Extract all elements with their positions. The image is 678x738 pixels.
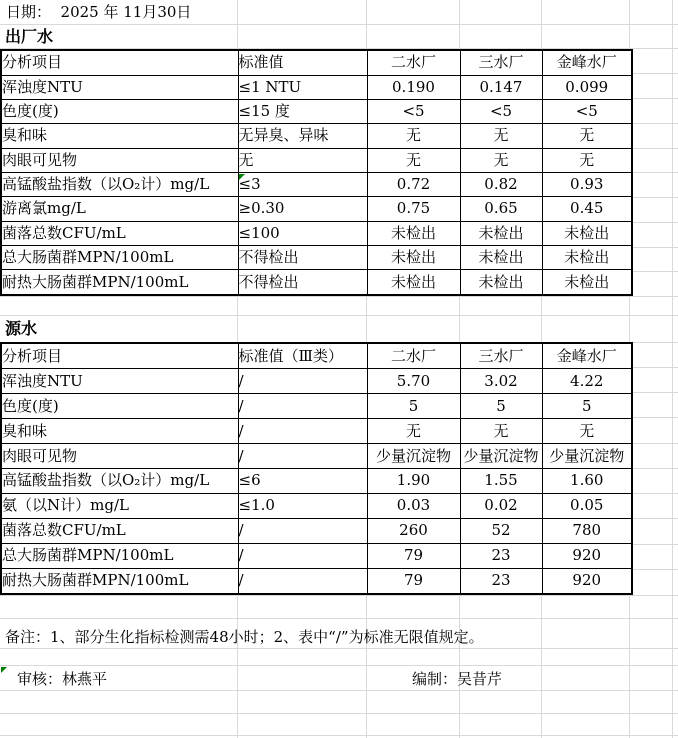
cell-value-jinfeng[interactable]: 4.22 (542, 369, 632, 394)
col-header-standard[interactable]: 标准值（Ⅲ类） (238, 343, 367, 369)
col-header-plant3[interactable]: 三水厂 (460, 50, 542, 75)
col-header-plant2[interactable]: 二水厂 (367, 343, 460, 369)
section-title-finished-water[interactable]: 出厂水 (5, 27, 54, 46)
cell-value-plant2[interactable]: 0.72 (367, 172, 460, 196)
cell-standard[interactable]: / (238, 394, 367, 419)
cell-standard[interactable]: / (238, 543, 367, 568)
cell-value-plant3[interactable]: 0.02 (460, 493, 542, 518)
cell-value-plant2[interactable]: 无 (367, 419, 460, 444)
table-row (1, 444, 632, 469)
cell-item[interactable]: 肉眼可见物 (1, 444, 238, 469)
table-row (1, 270, 632, 295)
error-indicator-icon (239, 174, 245, 180)
col-header-standard[interactable]: 标准值 (238, 50, 367, 75)
cell-value-jinfeng[interactable]: 未检出 (542, 221, 632, 245)
gridline (0, 296, 678, 297)
cell-value-plant3[interactable]: 未检出 (460, 221, 542, 245)
cell-value-plant2[interactable]: 5.70 (367, 369, 460, 394)
gridline (672, 0, 673, 738)
table-row (1, 518, 632, 543)
cell-standard[interactable]: / (238, 518, 367, 543)
gridline (0, 24, 678, 25)
gridline (0, 713, 678, 714)
cell-value-jinfeng[interactable]: 780 (542, 518, 632, 543)
cell-item[interactable]: 总大肠菌群MPN/100mL (1, 543, 238, 568)
cell-item[interactable]: 臭和味 (1, 124, 238, 148)
header-row (1, 50, 632, 75)
table-row (1, 394, 632, 419)
col-header-analysis-item[interactable]: 分析项目 (1, 343, 238, 369)
table-row (1, 221, 632, 245)
cell-value-jinfeng[interactable]: 无 (542, 124, 632, 148)
table-row (1, 468, 632, 493)
cell-value-plant3[interactable]: 23 (460, 568, 542, 594)
col-header-analysis-item[interactable]: 分析项目 (1, 50, 238, 75)
table-row (1, 419, 632, 444)
cell-item[interactable]: 色度(度) (1, 99, 238, 123)
cell-value-plant3[interactable]: 无 (460, 124, 542, 148)
reviewer-label[interactable]: 审核：林燕平 (17, 670, 108, 688)
cell-value-plant2[interactable]: 未检出 (367, 246, 460, 270)
gridline (0, 618, 678, 619)
cell-item[interactable]: 耐热大肠菌群MPN/100mL (1, 270, 238, 295)
col-header-plant3[interactable]: 三水厂 (460, 343, 542, 369)
cell-standard[interactable]: ≤15 度 (238, 99, 367, 123)
preparer-label[interactable]: 编制：吴昔芹 (412, 670, 503, 688)
cell-item[interactable]: 菌落总数CFU/mL (1, 221, 238, 245)
table-row (1, 568, 632, 594)
cell-standard[interactable]: 不得检出 (238, 270, 367, 295)
table-row (1, 148, 632, 172)
cell-value-plant2[interactable]: 0.03 (367, 493, 460, 518)
cell-standard[interactable]: 无异臭、异味 (238, 124, 367, 148)
table-row (1, 493, 632, 518)
cell-standard[interactable]: 无 (238, 148, 367, 172)
cell-value-plant2[interactable]: 79 (367, 568, 460, 594)
cell-value-jinfeng[interactable]: 未检出 (542, 270, 632, 295)
cell-value-jinfeng[interactable]: 920 (542, 568, 632, 594)
col-header-plant2[interactable]: 二水厂 (367, 50, 460, 75)
cell-standard[interactable]: / (238, 419, 367, 444)
cell-standard[interactable]: ≤3 (238, 172, 367, 196)
cell-value-plant2[interactable]: 未检出 (367, 270, 460, 295)
cell-value-plant3[interactable]: 未检出 (460, 270, 542, 295)
cell-value-jinfeng[interactable]: 1.60 (542, 468, 632, 493)
cell-item[interactable]: 色度(度) (1, 394, 238, 419)
cell-item[interactable]: 臭和味 (1, 419, 238, 444)
cell-value-jinfeng[interactable]: 920 (542, 543, 632, 568)
table-row (1, 369, 632, 394)
cell-value-plant3[interactable]: 52 (460, 518, 542, 543)
cell-standard[interactable]: ≤100 (238, 221, 367, 245)
header-row (1, 343, 632, 369)
cell-value-jinfeng[interactable]: 5 (542, 394, 632, 419)
cell-value-jinfeng[interactable]: 少量沉淀物 (542, 444, 632, 469)
cell-value-plant3[interactable]: 23 (460, 543, 542, 568)
cell-standard[interactable]: / (238, 444, 367, 469)
cell-standard[interactable]: / (238, 369, 367, 394)
notes-label[interactable]: 备注：1、部分生化指标检测需48小时；2、表中“/”为标准无限值规定。 (5, 628, 484, 646)
gridline (0, 690, 678, 691)
table-row (1, 99, 632, 123)
cell-item[interactable]: 高锰酸盐指数（以O₂计）mg/L (1, 468, 238, 493)
cell-item[interactable]: 肉眼可见物 (1, 148, 238, 172)
cell-value-plant3[interactable]: <5 (460, 99, 542, 123)
cell-item[interactable]: 浑浊度NTU (1, 369, 238, 394)
cell-standard[interactable]: ≥0.30 (238, 197, 367, 221)
cell-value-plant3[interactable]: 未检出 (460, 246, 542, 270)
gridline (0, 315, 678, 316)
cell-standard[interactable]: ≤1 NTU (238, 75, 367, 99)
table-row (1, 246, 632, 270)
cell-item[interactable]: 耐热大肠菌群MPN/100mL (1, 568, 238, 594)
cell-value-plant2[interactable]: 79 (367, 543, 460, 568)
gridline (0, 665, 678, 666)
cell-value-jinfeng[interactable]: 无 (542, 148, 632, 172)
finished-water-table (0, 49, 633, 296)
cell-item[interactable]: 总大肠菌群MPN/100mL (1, 246, 238, 270)
cell-value-jinfeng[interactable]: 未检出 (542, 246, 632, 270)
cell-value-jinfeng[interactable]: 0.099 (542, 75, 632, 99)
cell-value-jinfeng[interactable]: 0.93 (542, 172, 632, 196)
cell-value-plant2[interactable]: 少量沉淀物 (367, 444, 460, 469)
gridline (0, 735, 678, 736)
col-header-jinfeng[interactable]: 金峰水厂 (542, 50, 632, 75)
cell-standard[interactable]: / (238, 568, 367, 594)
cell-value-plant2[interactable]: 未检出 (367, 221, 460, 245)
cell-value-jinfeng[interactable]: 0.45 (542, 197, 632, 221)
cell-value-plant3[interactable]: 无 (460, 148, 542, 172)
cell-value-plant2[interactable]: <5 (367, 99, 460, 123)
cell-value-plant3[interactable]: 0.65 (460, 197, 542, 221)
cell-value-jinfeng[interactable]: <5 (542, 99, 632, 123)
cell-value-plant2[interactable]: 1.90 (367, 468, 460, 493)
cell-value-jinfeng[interactable]: 0.05 (542, 493, 632, 518)
cell-standard[interactable]: ≤6 (238, 468, 367, 493)
cell-value-plant3[interactable]: 0.147 (460, 75, 542, 99)
table-row (1, 543, 632, 568)
cell-standard[interactable]: 不得检出 (238, 246, 367, 270)
cell-value-plant2[interactable]: 0.190 (367, 75, 460, 99)
gridline (0, 648, 678, 649)
section-title-source-water[interactable]: 源水 (5, 319, 38, 338)
cell-item[interactable]: 游离氯mg/L (1, 197, 238, 221)
cell-item[interactable]: 浑浊度NTU (1, 75, 238, 99)
col-header-jinfeng[interactable]: 金峰水厂 (542, 343, 632, 369)
cell-value-plant3[interactable]: 少量沉淀物 (460, 444, 542, 469)
error-indicator-icon (1, 667, 7, 673)
cell-standard[interactable]: ≤1.0 (238, 493, 367, 518)
table-row (1, 75, 632, 99)
cell-item[interactable]: 氨（以N计）mg/L (1, 493, 238, 518)
cell-value-plant2[interactable]: 260 (367, 518, 460, 543)
cell-value-plant3[interactable]: 无 (460, 419, 542, 444)
cell-value-plant3[interactable]: 5 (460, 394, 542, 419)
gridline (0, 595, 678, 596)
cell-value-plant3[interactable]: 3.02 (460, 369, 542, 394)
cell-item[interactable]: 菌落总数CFU/mL (1, 518, 238, 543)
cell-value-plant2[interactable]: 5 (367, 394, 460, 419)
table-row (1, 172, 632, 196)
source-water-table (0, 342, 633, 595)
cell-value-plant2[interactable]: 无 (367, 124, 460, 148)
date-label[interactable]: 日期： 2025 年 11月30日 (6, 3, 192, 21)
table-row (1, 124, 632, 148)
cell-item[interactable]: 高锰酸盐指数（以O₂计）mg/L (1, 172, 238, 196)
cell-value-jinfeng[interactable]: 无 (542, 419, 632, 444)
cell-value-plant3[interactable]: 0.82 (460, 172, 542, 196)
cell-value-plant3[interactable]: 1.55 (460, 468, 542, 493)
table-row (1, 197, 632, 221)
cell-value-plant2[interactable]: 无 (367, 148, 460, 172)
cell-value-plant2[interactable]: 0.75 (367, 197, 460, 221)
